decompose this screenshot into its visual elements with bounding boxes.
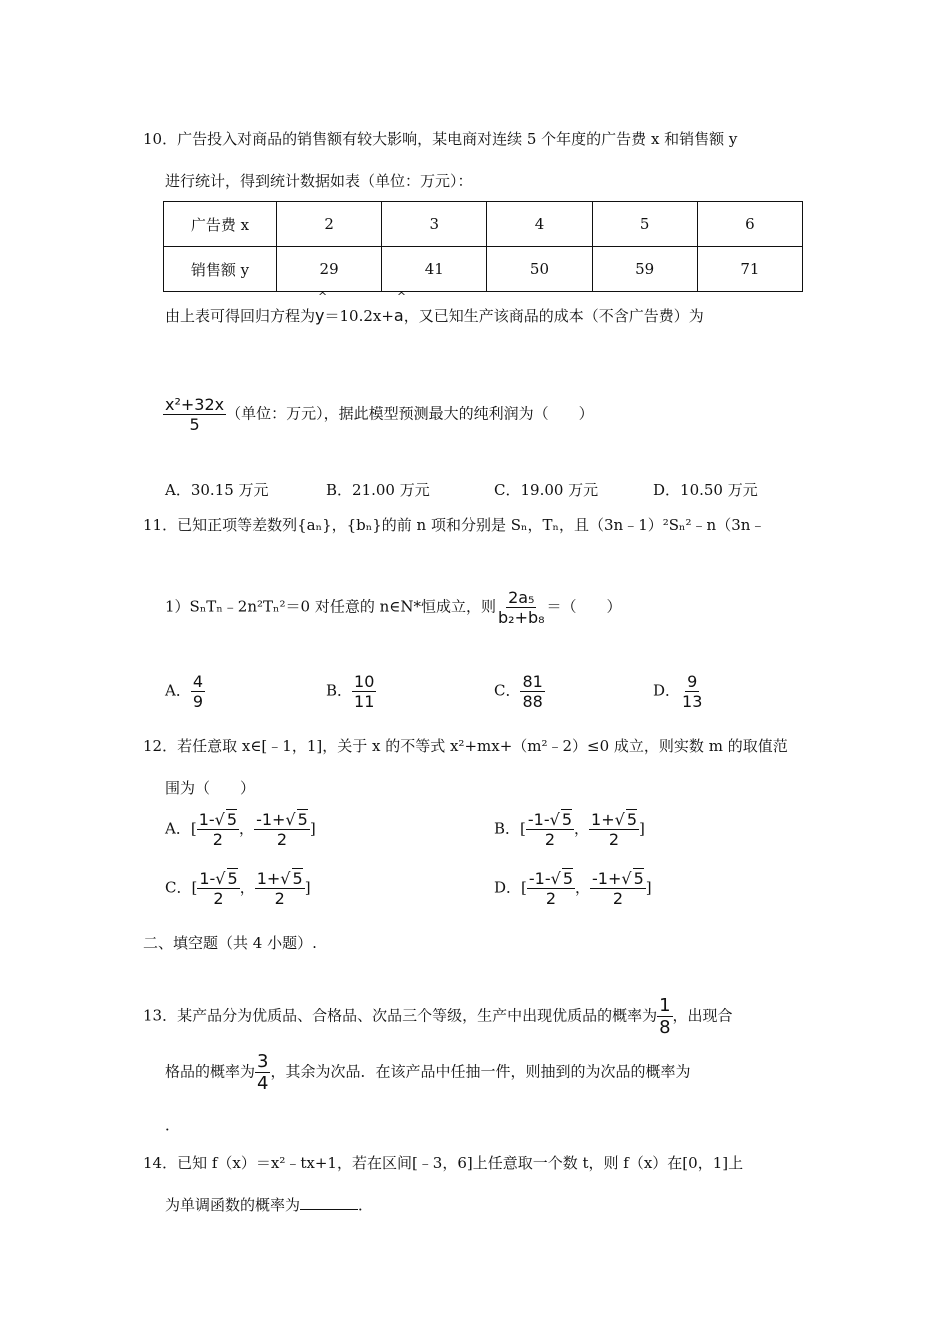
table-cell: 59	[592, 247, 697, 292]
table-cell: 广告费 x	[164, 202, 277, 247]
q10-line2: 进行统计，得到统计数据如表（单位：万元）：	[165, 172, 473, 190]
fraction: $\frac{-1+√ 5}{2}$	[256, 810, 308, 849]
q12-option-d: D．[ $\frac{-1-√ 5}{2}$ ， $\frac{-1+√ 5}{2}$ ]	[494, 869, 652, 908]
q13-line1: 13．某产品分为优质品、合格品、次品三个等级，生产中出现优质品的概率为 $\frac{1}{8}$ ，出现合	[143, 995, 733, 1038]
fraction: $\frac{10}{11}$	[354, 672, 375, 711]
table-cell: 29	[277, 247, 382, 292]
section-heading: 二、填空题（共 4 小题）.	[143, 934, 317, 952]
q11-option-c: C． $\frac{81}{88}$	[494, 672, 543, 711]
q11-line1: 11．已知正项等差数列{aₙ}，{bₙ}的前 n 项和分别是 Sₙ，Tₙ，且（3n﹣1）²Sₙ²﹣n（3n﹣	[143, 516, 766, 534]
fraction: $\frac{4}{9}$	[192, 672, 204, 711]
q10-option-b: B．21.00 万元	[326, 481, 430, 499]
fraction: $\frac{1+√ 5}{2}$	[256, 869, 303, 908]
table-cell: 71	[697, 247, 802, 292]
fraction: $\frac{1+√ 5}{2}$	[591, 810, 638, 849]
fraction: $\frac{81}{88}$	[522, 672, 543, 711]
q10-line1: 10．广告投入对商品的销售额有较大影响，某电商对连续 5 个年度的广告费 x 和销售额 y	[143, 130, 738, 148]
table-row	[164, 202, 803, 247]
q11-option-a: A． $\frac{4}{9}$	[165, 672, 204, 711]
table-cell: 2	[277, 202, 382, 247]
cost-fraction: $\frac{\text{x²+32x}}{5}$	[165, 395, 225, 434]
table-cell: 销售额 y	[164, 247, 277, 292]
answer-blank[interactable]	[300, 1195, 358, 1210]
hat-mark: ^	[396, 290, 407, 303]
fraction: $\frac{1}{8}$	[659, 995, 671, 1038]
table-row	[164, 247, 803, 292]
q10-option-d: D．10.50 万元	[653, 481, 758, 499]
table-cell: 6	[697, 202, 802, 247]
fraction: $\frac{-1-√ 5}{2}$	[528, 869, 574, 908]
fraction: $\frac{-1+√ 5}{2}$	[592, 869, 644, 908]
table-cell: 5	[592, 202, 697, 247]
q14-line1: 14．已知 f（x）＝x²﹣tx+1，若在区间[﹣3，6]上任意取一个数 t，则 f（x）在[0，1]上	[143, 1154, 744, 1172]
q11-line2: 1）SₙTₙ﹣2n²Tₙ²＝0 对任意的 n∈N*恒成立，则 $\frac{\text{2a₅}}{\text{b₂+b₈}}$ ＝（ ）	[165, 588, 622, 627]
fraction: $\frac{1-√ 5}{2}$	[199, 869, 238, 908]
regression-y: ^ y	[315, 290, 328, 325]
fraction: $\frac{1-√ 5}{2}$	[198, 810, 238, 849]
fraction: $\frac{-1-√ 5}{2}$	[527, 810, 573, 849]
q10-line3: 由上表可得回归方程为 ^ y＝10.2x+ ^ a，又已知生产该商品的成本（不含广告费）为	[165, 290, 704, 325]
table-cell: 41	[382, 247, 487, 292]
q11-option-b: B． $\frac{10}{11}$	[326, 672, 375, 711]
q12-option-c: C．[ $\frac{1-√ 5}{2}$ ， $\frac{1+√ 5}{2}$ ]	[165, 869, 311, 908]
fraction: $\frac{9}{13}$	[682, 672, 703, 711]
table-cell: 50	[487, 247, 592, 292]
q10-option-c: C．19.00 万元	[494, 481, 599, 499]
data-table	[163, 201, 803, 292]
table-cell: 4	[487, 202, 592, 247]
q12-line1: 12．若任意取 x∈[﹣1，1]，关于 x 的不等式 x²+mx+（m²﹣2）≤0 成立，则实数 m 的取值范	[143, 737, 788, 755]
regression-a: ^ a	[393, 290, 407, 325]
q12-line2: 围为（ ）	[165, 779, 256, 797]
ratio-fraction: $\frac{\text{2a₅}}{\text{b₂+b₈}}$	[498, 588, 545, 627]
q13-line2: 格品的概率为 $\frac{3}{4}$ ，其余为次品．在该产品中任抽一件，则抽到的为次品的概率为	[165, 1051, 691, 1094]
table-cell: 3	[382, 202, 487, 247]
q14-line2: 为单调函数的概率为 ．	[165, 1196, 374, 1214]
q13-line3: ．	[165, 1116, 181, 1134]
fraction: $\frac{3}{4}$	[257, 1051, 269, 1094]
q10-line4: $\frac{\text{x²+32x}}{5}$ （单位：万元），据此模型预测最大的纯利润为（ ）	[165, 395, 594, 434]
q11-option-d: D． $\frac{9}{13}$	[653, 672, 703, 711]
hat-mark: ^	[318, 290, 328, 303]
q12-option-b: B．[ $\frac{-1-√ 5}{2}$ ， $\frac{1+√ 5}{2}$ ]	[494, 810, 645, 849]
q10-option-a: A．30.15 万元	[165, 481, 269, 499]
q12-option-a: A．[ $\frac{1-√ 5}{2}$ ， $\frac{-1+√ 5}{2}$ ]	[165, 810, 316, 849]
